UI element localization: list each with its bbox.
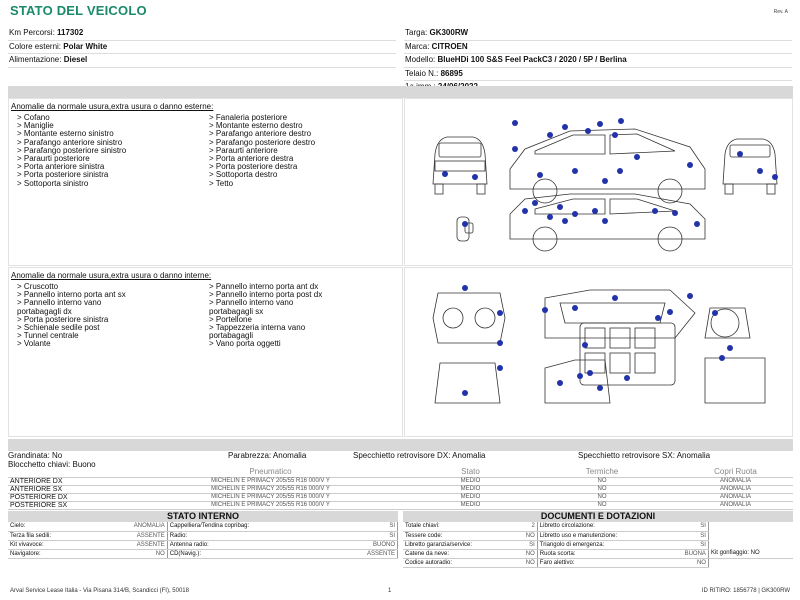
anomaly-item: > Vano porta oggetti bbox=[209, 339, 281, 349]
anomaly-item: > Tetto bbox=[209, 178, 234, 188]
anomaly-item: > Porta posteriore destra bbox=[209, 162, 298, 172]
footer-id: ID RITIRO: 1856778 | GK300RW bbox=[701, 588, 790, 594]
interior-damage-diagram bbox=[404, 267, 793, 437]
damage-marker bbox=[537, 172, 543, 178]
anomaly-item: > Pannello interno vano bbox=[209, 298, 294, 308]
vehicle-info-row bbox=[404, 68, 792, 82]
damage-marker bbox=[497, 365, 503, 371]
anomaly-item: > Pannello interno porta ant sx bbox=[17, 290, 126, 300]
anomaly-item: > Pannello interno porta ant dx bbox=[209, 282, 319, 291]
interior-anomalies-title: Anomalie da normale usura,extra usura o danno interne: bbox=[11, 271, 212, 280]
mirror-sx-status: Specchietto retrovisore SX: Anomalia bbox=[578, 451, 711, 460]
kv-value: NO bbox=[516, 558, 537, 567]
vehicle-info-value: Polar White bbox=[63, 41, 108, 51]
vehicle-info-row bbox=[8, 27, 396, 41]
damage-marker bbox=[618, 118, 624, 124]
anomaly-item: > Sottoporta sinistro bbox=[17, 178, 89, 188]
kv-value: SI bbox=[516, 540, 537, 549]
kv-label: Terza fila sedili: bbox=[8, 531, 97, 540]
vehicle-info-left bbox=[8, 27, 396, 68]
vehicle-info-label: Colore esterni: bbox=[9, 41, 64, 51]
tyre-position: POSTERIORE SX bbox=[8, 501, 138, 509]
tyre-state: MEDIO bbox=[403, 493, 538, 501]
damage-marker bbox=[557, 380, 563, 386]
key-block-status: Blocchetto chiavi: Buono bbox=[8, 460, 96, 469]
tyre-row bbox=[8, 493, 793, 501]
damage-marker bbox=[462, 285, 468, 291]
interior-car-drawing bbox=[405, 268, 792, 436]
kv-value: NO bbox=[516, 531, 537, 540]
kv-label: Faro alettivo: bbox=[537, 558, 667, 567]
kv-value: ASSENTE bbox=[97, 540, 167, 549]
vehicle-info-value: CITROEN bbox=[431, 41, 468, 51]
kv-value: SI bbox=[667, 540, 708, 549]
anomaly-item: > Montante esterno sinistro bbox=[17, 129, 114, 139]
damage-marker bbox=[547, 214, 553, 220]
kv-value: ASSENTE bbox=[97, 531, 167, 540]
kv-row bbox=[403, 522, 793, 531]
tyre-thermal: NO bbox=[538, 493, 666, 501]
kv-label: Kit gonfiaggio: bbox=[710, 550, 751, 557]
damage-marker bbox=[572, 168, 578, 174]
kv-row bbox=[403, 531, 793, 540]
page-title: STATO DEL VEICOLO bbox=[10, 3, 147, 18]
kv-label: Tessere code: bbox=[403, 531, 516, 540]
exterior-anomalies-panel bbox=[8, 98, 403, 266]
damage-marker bbox=[612, 295, 618, 301]
anomaly-item: > Pannello interno porta post dx bbox=[209, 290, 323, 300]
kv-label: CD(Navig.): bbox=[167, 549, 333, 558]
tyre-column-header bbox=[666, 466, 678, 477]
exterior-anomalies-title: Anomalie da normale usura,extra usura o danno esterne: bbox=[11, 102, 214, 111]
kv-label: Catene da neve: bbox=[403, 549, 516, 558]
exterior-list-left bbox=[17, 114, 126, 188]
kv-value: BUONA bbox=[667, 549, 708, 558]
vehicle-info-value: 117302 bbox=[57, 28, 84, 37]
anomaly-item: > Portellone bbox=[209, 314, 252, 324]
damage-marker bbox=[557, 204, 563, 210]
kv-value: NO bbox=[516, 549, 537, 558]
tyre-cover: ANOMALIA bbox=[678, 485, 793, 493]
documents-section bbox=[403, 511, 793, 568]
interior-list-right bbox=[209, 283, 322, 349]
damage-marker bbox=[667, 309, 673, 315]
tyre-column-header: Termiche bbox=[538, 466, 666, 477]
damage-marker bbox=[597, 385, 603, 391]
anomaly-item: > Cofano bbox=[17, 113, 50, 122]
tyre-position: ANTERIORE SX bbox=[8, 485, 138, 493]
kv-label: Triangolo di emergenza: bbox=[537, 540, 667, 549]
tyre-state: MEDIO bbox=[403, 501, 538, 509]
tyre-spacer bbox=[666, 477, 678, 485]
kv-label: Navigatore: bbox=[8, 549, 97, 558]
damage-marker bbox=[737, 151, 743, 157]
anomaly-item: portabagagli bbox=[209, 331, 254, 341]
tyre-thermal: NO bbox=[538, 477, 666, 485]
tyre-column-header: Pneumatico bbox=[138, 466, 403, 477]
footer bbox=[10, 588, 790, 594]
anomaly-item: > Parafango anteriore sinistro bbox=[17, 137, 123, 147]
kv-row bbox=[8, 549, 398, 558]
documents-title: DOCUMENTI E DOTAZIONI bbox=[403, 511, 793, 522]
damage-marker bbox=[694, 221, 700, 227]
damage-marker bbox=[472, 174, 478, 180]
tyre-cover: ANOMALIA bbox=[678, 493, 793, 501]
kv-label: Antenna radio: bbox=[167, 540, 333, 549]
vehicle-info-right bbox=[404, 27, 792, 95]
kv-row bbox=[8, 540, 398, 549]
vehicle-info-value: Diesel bbox=[63, 55, 88, 64]
kv-label: Libretto circolazione: bbox=[537, 522, 667, 531]
kv-value: SI bbox=[333, 522, 397, 531]
interior-list-left bbox=[17, 283, 126, 349]
damage-marker bbox=[577, 373, 583, 379]
damage-marker bbox=[772, 174, 778, 180]
anomaly-item: > Paraurti posteriore bbox=[17, 154, 90, 164]
interior-state-table bbox=[8, 522, 398, 559]
tyre-cover: ANOMALIA bbox=[678, 477, 793, 485]
damage-marker bbox=[497, 340, 503, 346]
section-divider bbox=[8, 86, 793, 98]
anomaly-item: > Fanaleria posteriore bbox=[209, 113, 288, 122]
vehicle-info-row bbox=[404, 41, 792, 55]
damage-marker bbox=[585, 128, 591, 134]
kv-label: Libretto uso e manutenzione: bbox=[537, 531, 667, 540]
documents-table bbox=[403, 522, 793, 568]
anomaly-item: portabagagli sx bbox=[209, 306, 264, 316]
damage-marker bbox=[712, 310, 718, 316]
tyre-column-header bbox=[8, 466, 138, 477]
kv-extra bbox=[708, 549, 793, 558]
damage-marker bbox=[532, 200, 538, 206]
anomaly-item: > Parafango anteriore destro bbox=[209, 129, 312, 139]
vehicle-info-row bbox=[8, 54, 396, 68]
tyre-spacer bbox=[666, 493, 678, 501]
vehicle-info-label: Telaio N.: bbox=[405, 68, 441, 78]
vehicle-info-value: GK300RW bbox=[429, 28, 468, 37]
anomaly-item: > Montante esterno destro bbox=[209, 121, 303, 131]
tyre-row bbox=[8, 501, 793, 509]
kv-value: NO bbox=[97, 549, 167, 558]
anomaly-item: > Cruscotto bbox=[17, 282, 59, 291]
vehicle-info-row bbox=[404, 27, 792, 41]
section-divider-2 bbox=[8, 439, 793, 451]
kv-row bbox=[8, 531, 398, 540]
damage-marker bbox=[624, 375, 630, 381]
kv-row bbox=[403, 540, 793, 549]
tyre-state: MEDIO bbox=[403, 485, 538, 493]
kv-value: BUONO bbox=[333, 540, 397, 549]
damage-marker bbox=[462, 390, 468, 396]
vehicle-info-row bbox=[8, 41, 396, 55]
mirror-dx-status: Specchietto retrovisore DX: Anomalia bbox=[353, 451, 486, 460]
damage-marker bbox=[562, 218, 568, 224]
tyre-model: MICHELIN E PRIMACY 205/55 R16 000/V Y bbox=[138, 485, 403, 493]
exterior-list-right bbox=[209, 114, 315, 188]
kv-label: Totale chiavi: bbox=[403, 522, 516, 531]
damage-marker bbox=[757, 168, 763, 174]
damage-marker bbox=[547, 132, 553, 138]
anomaly-item: > Pannello interno vano bbox=[17, 298, 102, 308]
damage-marker bbox=[634, 154, 640, 160]
tyre-spacer bbox=[666, 485, 678, 493]
damage-marker bbox=[687, 293, 693, 299]
damage-marker bbox=[562, 124, 568, 130]
exterior-car-drawing bbox=[405, 99, 792, 265]
anomaly-item: > Tappezzeria interna vano bbox=[209, 323, 306, 333]
kv-label: Cielo: bbox=[8, 522, 97, 531]
revision-label: Rev. A bbox=[773, 9, 788, 15]
interior-anomalies-panel bbox=[8, 267, 403, 437]
kv-value: SI bbox=[667, 531, 708, 540]
vehicle-info-label: Alimentazione: bbox=[9, 55, 64, 64]
kv-label: Cappelliera/Tendina copribag: bbox=[167, 522, 333, 531]
damage-marker bbox=[442, 171, 448, 177]
tyre-spacer bbox=[666, 501, 678, 509]
damage-marker bbox=[497, 310, 503, 316]
kv-label: Ruota scorta: bbox=[537, 549, 667, 558]
anomaly-item: > Parafango posteriore sinistro bbox=[17, 145, 127, 155]
grandinata-status: Grandinata: No bbox=[8, 451, 63, 460]
kv-row bbox=[403, 549, 793, 558]
tyre-model: MICHELIN E PRIMACY 205/55 R16 000/V Y bbox=[138, 493, 403, 501]
anomaly-item: > Tunnel centrale bbox=[17, 331, 79, 341]
tyre-position: ANTERIORE DX bbox=[8, 477, 138, 485]
vehicle-info-label: Km Percorsi: bbox=[9, 28, 58, 37]
anomaly-item: > Porta posteriore sinistra bbox=[17, 170, 109, 180]
anomaly-item: > Parafango posteriore destro bbox=[209, 137, 316, 147]
parabrezza-status: Parabrezza: Anomalia bbox=[228, 451, 307, 460]
anomaly-item: > Porta anteriore destra bbox=[209, 154, 294, 164]
tyre-column-header: Copri Ruota bbox=[678, 466, 793, 477]
tyre-state: MEDIO bbox=[403, 477, 538, 485]
tyre-thermal: NO bbox=[538, 485, 666, 493]
kv-value: ANOMALIA bbox=[97, 522, 167, 531]
exterior-damage-diagram bbox=[404, 98, 793, 266]
tyre-model: MICHELIN E PRIMACY 205/55 R16 000/V Y bbox=[138, 477, 403, 485]
interior-state-section bbox=[8, 511, 398, 559]
kv-value: NO bbox=[750, 550, 760, 557]
anomaly-item: > Porta anteriore sinistra bbox=[17, 162, 105, 172]
tyre-cover: ANOMALIA bbox=[678, 501, 793, 509]
damage-marker bbox=[652, 208, 658, 214]
kv-row bbox=[8, 522, 398, 531]
damage-marker bbox=[587, 370, 593, 376]
damage-marker bbox=[727, 345, 733, 351]
damage-marker bbox=[462, 221, 468, 227]
kv-row bbox=[403, 558, 793, 567]
damage-marker bbox=[617, 168, 623, 174]
kv-value: 2 bbox=[516, 522, 537, 531]
vehicle-info-label: Targa: bbox=[405, 28, 430, 37]
vehicle-info-value: 86895 bbox=[440, 68, 463, 78]
kv-value: ASSENTE bbox=[333, 549, 397, 558]
kv-label: Radio: bbox=[167, 531, 333, 540]
anomaly-item: > Porta posteriore sinistra bbox=[17, 314, 109, 324]
tyre-model: MICHELIN E PRIMACY 205/55 R16 000/V Y bbox=[138, 501, 403, 509]
tyre-thermal: NO bbox=[538, 501, 666, 509]
tyre-row bbox=[8, 477, 793, 485]
damage-marker bbox=[542, 307, 548, 313]
vehicle-info-label: Modello: bbox=[405, 55, 438, 64]
damage-marker bbox=[655, 315, 661, 321]
damage-marker bbox=[522, 208, 528, 214]
anomaly-item: > Volante bbox=[17, 339, 51, 349]
damage-marker bbox=[687, 162, 693, 168]
interior-state-title: STATO INTERNO bbox=[8, 511, 398, 522]
footer-page: 1 bbox=[388, 588, 392, 594]
anomaly-item: portabagagli dx bbox=[17, 306, 72, 316]
anomaly-item: > Sottoporta destro bbox=[209, 170, 278, 180]
anomaly-item: > Maniglie bbox=[17, 121, 54, 131]
damage-marker bbox=[612, 132, 618, 138]
damage-marker bbox=[572, 211, 578, 217]
kv-value: NO bbox=[667, 558, 708, 567]
tyre-column-header: Stato bbox=[403, 466, 538, 477]
vehicle-info-label: Marca: bbox=[405, 41, 432, 51]
footer-company: Arval Service Lease Italia - Via Pisana 314/B, Scandicci (FI), 50018 bbox=[10, 588, 189, 594]
vehicle-info-value: BlueHDi 100 S&S Feel PackC3 / 2020 / 5P / Berlina bbox=[437, 55, 627, 64]
kv-value: SI bbox=[333, 531, 397, 540]
damage-marker bbox=[592, 208, 598, 214]
damage-marker bbox=[719, 355, 725, 361]
damage-marker bbox=[602, 178, 608, 184]
tyre-table bbox=[8, 466, 793, 510]
damage-marker bbox=[602, 218, 608, 224]
damage-marker bbox=[597, 121, 603, 127]
damage-marker bbox=[512, 120, 518, 126]
damage-marker bbox=[672, 210, 678, 216]
kv-label: Kit vivavoce: bbox=[8, 540, 97, 549]
damage-marker bbox=[512, 146, 518, 152]
tyre-position: POSTERIORE DX bbox=[8, 493, 138, 501]
damage-marker bbox=[572, 305, 578, 311]
kv-value: SI bbox=[667, 522, 708, 531]
damage-marker bbox=[582, 342, 588, 348]
vehicle-info-row bbox=[404, 54, 792, 68]
anomaly-item: > Schienale sedile post bbox=[17, 323, 100, 333]
kv-label: Libretto garanzia/service: bbox=[403, 540, 516, 549]
anomaly-item: > Paraurti anteriore bbox=[209, 145, 278, 155]
tyre-row bbox=[8, 485, 793, 493]
kv-label: Codice autoradio: bbox=[403, 558, 516, 567]
